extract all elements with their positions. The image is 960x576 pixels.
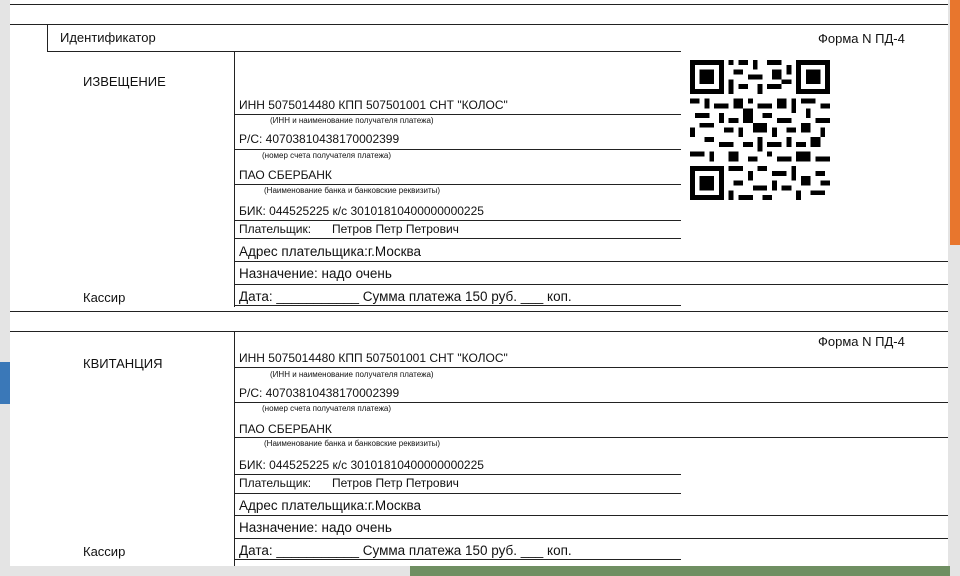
izveshenie-line-4: [234, 220, 681, 221]
background-accent-right: [950, 0, 960, 245]
qr-code-icon: [690, 60, 830, 200]
izveshenie-cashier: Кассир: [83, 290, 126, 305]
izveshenie-bik: БИК: 044525225 к/с 30101810400000000225: [239, 204, 484, 218]
kvitanciya-account: Р/С: 40703810438170002399: [239, 386, 400, 400]
izveshenie-payer-address: Адрес плательщика:г.Москва: [239, 244, 422, 259]
kvitanciya-line-4: [234, 474, 681, 475]
izveshenie-account: Р/С: 40703810438170002399: [239, 132, 400, 146]
kvitanciya-line-7: [234, 538, 948, 539]
izveshenie-payer-name: Петров Петр Петрович: [332, 222, 459, 236]
izveshenie-title: ИЗВЕЩЕНИЕ: [83, 74, 166, 89]
izveshenie-line-7: [234, 284, 948, 285]
section-separator-bottom: [10, 331, 948, 332]
izveshenie-line-5: [234, 238, 681, 239]
izveshenie-divider: [234, 51, 235, 307]
receipt-document: [10, 0, 948, 566]
kvitanciya-line-8: [234, 559, 681, 560]
kvitanciya-account-caption: (номер счета получателя платежа): [262, 404, 392, 413]
kvitanciya-line-3: [234, 437, 948, 438]
header-border: [10, 24, 948, 25]
top-border: [10, 4, 948, 5]
kvitanciya-line-2: [234, 402, 948, 403]
kvitanciya-line-6: [234, 515, 948, 516]
kvitanciya-payer-label: Плательщик:: [239, 476, 312, 490]
izveshenie-line-6: [234, 261, 948, 262]
identifier-bottom-border: [47, 51, 681, 52]
background-accent-left: [0, 362, 10, 404]
kvitanciya-bik: БИК: 044525225 к/с 30101810400000000225: [239, 458, 484, 472]
izveshenie-recipient-caption: (ИНН и наименование получателя платежа): [270, 116, 434, 125]
izveshenie-line-1: [234, 114, 681, 115]
kvitanciya-bank-caption: (Наименование банка и банковские реквизиты): [264, 439, 441, 448]
kvitanciya-date-sum: Дата: ___________ Сумма платежа 150 руб. ___ коп.: [239, 543, 572, 558]
form-label: Форма N ПД-4: [818, 31, 905, 46]
kvitanciya-bank: ПАО СБЕРБАНК: [239, 422, 332, 436]
background-accent-bottom: [410, 566, 950, 576]
identifier-left-border: [47, 24, 48, 52]
izveshenie-payer-label: Плательщик:: [239, 222, 312, 236]
izveshenie-bank: ПАО СБЕРБАНК: [239, 168, 332, 182]
izveshenie-line-3: [234, 184, 681, 185]
kvitanciya-cashier: Кассир: [83, 544, 126, 559]
kvitanciya-payer-address: Адрес плательщика:г.Москва: [239, 498, 422, 513]
izveshenie-line-2: [234, 149, 681, 150]
kvitanciya-payer-name: Петров Петр Петрович: [332, 476, 459, 490]
kvitanciya-recipient-caption: (ИНН и наименование получателя платежа): [270, 370, 434, 379]
kvitanciya-purpose: Назначение: надо очень: [239, 520, 392, 535]
identifier-label: Идентификатор: [60, 30, 156, 45]
izveshenie-purpose: Назначение: надо очень: [239, 266, 392, 281]
izveshenie-date-sum: Дата: ___________ Сумма платежа 150 руб. ___ коп.: [239, 289, 572, 304]
izveshenie-recipient: ИНН 5075014480 КПП 507501001 СНТ "КОЛОС": [239, 98, 508, 112]
izveshenie-line-8: [234, 305, 681, 306]
kvitanciya-recipient: ИНН 5075014480 КПП 507501001 СНТ "КОЛОС": [239, 351, 508, 365]
kvitanciya-line-1: [234, 367, 948, 368]
kvitanciya-line-5: [234, 493, 681, 494]
section-separator-top: [10, 311, 948, 312]
izveshenie-account-caption: (номер счета получателя платежа): [262, 151, 392, 160]
kvitanciya-form-label: Форма N ПД-4: [818, 334, 905, 349]
izveshenie-bank-caption: (Наименование банка и банковские реквизиты): [264, 186, 441, 195]
kvitanciya-title: КВИТАНЦИЯ: [83, 356, 163, 371]
